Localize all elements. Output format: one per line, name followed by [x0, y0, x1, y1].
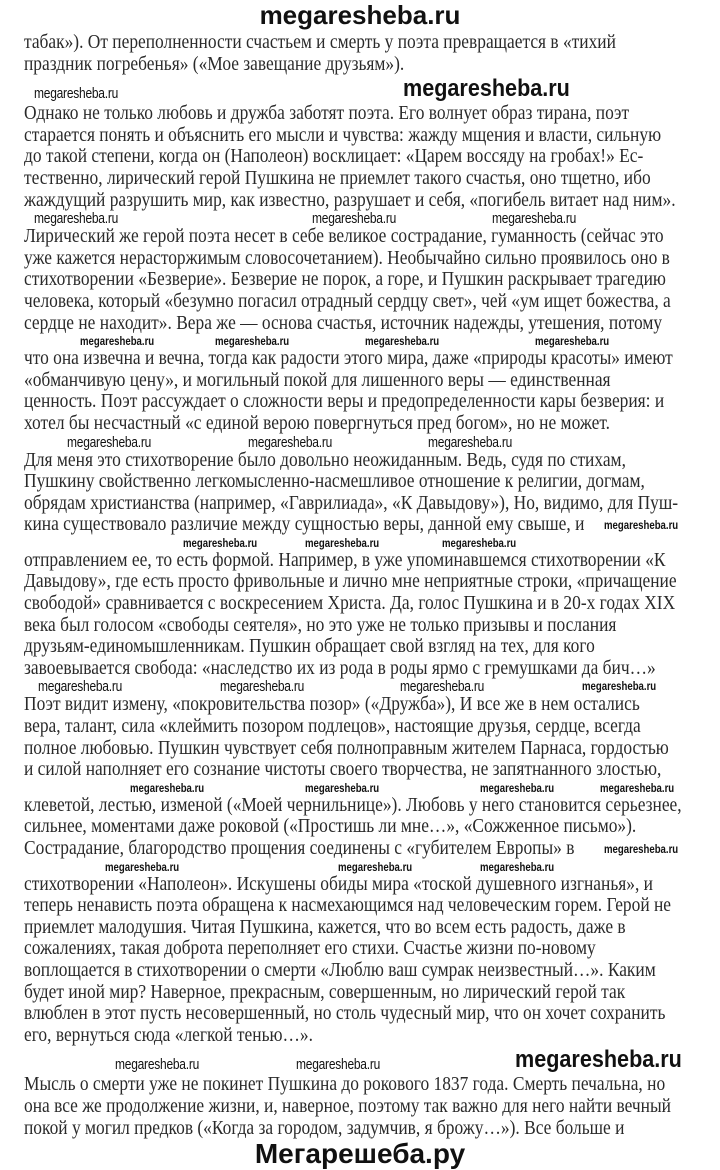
text-line — [0, 550, 720, 572]
text-line-text: Однако не только любовь и дружба заботят поэта. Его волнует образ тирана, поэт — [24, 102, 630, 125]
watermark: megaresheba.ru — [582, 679, 657, 694]
watermark: megaresheba.ru — [248, 433, 333, 451]
text-line — [0, 391, 720, 413]
watermark: megaresheba.ru — [604, 842, 679, 856]
text-line — [0, 32, 720, 54]
text-line — [0, 1074, 720, 1096]
text-line — [0, 738, 720, 760]
text-line-text: Для меня это стихотворение было довольно неожиданным. Ведь, судя по стихам, — [24, 448, 626, 471]
text-line-text: что она извечна и вечна, тогда как радости этого мира, даже «природы красоты» имеют — [24, 347, 673, 370]
text-line-text: Пушкину свойственно легкомысленно-насмешливое отношение к религии, догмам, — [24, 470, 645, 493]
text-line — [0, 54, 720, 76]
watermark: megaresheba.ru — [442, 535, 517, 550]
text-line-text: стихотворении «Наполеон». Искушены обиды мира «тоской душевного изгнанья», и — [24, 872, 653, 895]
text-line-text: влюблен в этот пусть несовершенный, но столь чудесный мир, что он хочет сохранить — [24, 1002, 666, 1025]
watermark: megaresheba.ru — [105, 859, 180, 874]
watermark: megaresheba.ru — [34, 210, 119, 228]
text-line — [0, 874, 720, 896]
watermark: megaresheba.ru — [480, 859, 555, 874]
text-line-text: приемлет малодушия. Читая Пушкина, кажется, что во всем есть радость, даже в — [24, 915, 626, 938]
text-line-text: обрядам христианства (например, «Гаврилиада», «К Давыдову»), Но, видимо, для Пуш- — [24, 491, 679, 514]
text-line — [0, 938, 720, 960]
watermark: megaresheba.ru — [130, 780, 205, 795]
text-line-text: сильнее, моментами даже роковой («Простишь ли мне…», «Сожженное письмо»). — [24, 815, 637, 838]
text-line — [0, 190, 720, 212]
text-line — [0, 636, 720, 658]
text-line-text: кина существовало различие между сущностью веры, данной ему свыше, и — [24, 513, 585, 536]
document-body — [0, 32, 720, 1139]
text-line-text: сожалениях, такая доброта переполняет его стихи. Счастье жизни по-новому — [24, 937, 596, 960]
watermark: megaresheba.ru — [535, 334, 610, 349]
watermark-row — [0, 334, 720, 348]
text-line — [0, 269, 720, 291]
text-line — [0, 493, 720, 515]
watermark: megaresheba.ru — [183, 535, 258, 550]
watermark: megaresheba.ru — [600, 780, 675, 795]
text-line — [0, 413, 720, 435]
watermark-row — [0, 860, 720, 874]
text-line — [0, 103, 720, 125]
text-line — [0, 1025, 720, 1047]
text-line-text: завоевывается свобода: «наследство их из рода в роды ярмо с гремушками да бич…» — [24, 656, 656, 679]
text-line — [0, 960, 720, 982]
text-line — [0, 168, 720, 190]
watermark: megaresheba.ru — [400, 678, 485, 696]
watermark: megaresheba.ru — [296, 1056, 381, 1074]
text-line-text: хотел бы несчастный «с единой верою повергнуться пред богом», но не может. — [24, 411, 611, 434]
text-line-text: ценность. Поэт рассуждает о сложности веры и предопределенности кары безверия: и — [24, 390, 665, 413]
watermark-row — [0, 435, 720, 450]
text-line-text: человека, который «безумно погасил отрадный сердцу свет», чей «ум ищет божества, а — [24, 289, 671, 312]
text-line-text: клеветой, лестью, изменой («Моей чернильнице»). Любовь у него становится серьезнее, — [24, 793, 682, 816]
text-line-text: свободой» сравнивается с воскресением Христа. Да, голос Пушкина и в 20-х годах XIX — [24, 592, 676, 615]
watermark-row — [0, 211, 720, 226]
text-line-text: и силой наполняет его сознание чистоты своего творчества, не запятнанного злостью, — [24, 758, 662, 781]
text-line — [0, 514, 720, 536]
text-line — [0, 1118, 720, 1140]
watermark: megaresheba.ru — [365, 334, 440, 349]
text-line-text: века был голосом «свободы сеятеля», но это уже не только призывы и послания — [24, 613, 617, 636]
text-line-text: его, вернуться сюда «легкой тенью…». — [24, 1023, 313, 1046]
text-line-text: «обманчивую цену», и могильный покой для лишенного веры — единственная — [24, 368, 611, 391]
text-line-text: воплощается в стихотворении о смерти «Люблю ваш сумрак неизвестный…». Каким — [24, 958, 656, 981]
text-line-text: полное любовью. Пушкин чувствует себя полноправным жителем Парнаса, гордостью — [24, 736, 669, 759]
watermark: megaresheba.ru — [220, 678, 305, 696]
text-line-text: она все же продолжение жизни, и, наверное, поэтому так важно для него найти вечный — [24, 1094, 671, 1117]
text-line — [0, 313, 720, 335]
text-line — [0, 816, 720, 838]
watermark: megaresheba.ru — [38, 678, 123, 696]
text-line-text: друзьям-единомышленникам. Пушкин обращает свой взгляд на тех, для кого — [24, 635, 595, 658]
watermark: megaresheba.ru — [492, 210, 577, 228]
text-line — [0, 917, 720, 939]
text-line — [0, 248, 720, 270]
text-line-text: жаждущий разрушить мир, как известно, разрушает и себя, «погибель витает над ним». — [24, 188, 676, 211]
text-line-text: тественно, лирический герой Пушкина не приемлет такого счастья, оно тщетно, ибо — [24, 166, 651, 189]
watermark-row — [0, 75, 720, 103]
watermark: megaresheba.ru — [403, 75, 570, 103]
text-line — [0, 348, 720, 370]
watermark-row — [0, 679, 720, 694]
watermark-row — [0, 536, 720, 550]
text-line-text: теперь ненависть поэта обращена к насмехающимся над человеческим горем. Герой не — [24, 894, 672, 917]
text-line — [0, 571, 720, 593]
text-line — [0, 1096, 720, 1118]
text-line — [0, 895, 720, 917]
text-line-text: Давыдову», где есть просто фривольные и лично мне неприятные строки, «причащение — [24, 570, 677, 593]
watermark: megaresheba.ru — [428, 433, 513, 451]
text-line — [0, 759, 720, 781]
watermark: megaresheba.ru — [80, 334, 155, 349]
text-line-text: покой у могил предков («Когда за городом, задумчив, я брожу…»). Все больше и — [24, 1116, 625, 1139]
text-line — [0, 593, 720, 615]
text-line — [0, 146, 720, 168]
watermark: megaresheba.ru — [480, 780, 555, 795]
text-line-text: праздник погребенья» («Мое завещание друзьям»). — [24, 52, 405, 75]
text-line-text: до такой степени, когда он (Наполеон) восклицает: «Царем воссяду на гробах!» Ес- — [24, 145, 644, 168]
text-line — [0, 226, 720, 248]
site-footer-watermark: Мегарешеба.ру — [254, 1138, 466, 1169]
text-line — [0, 658, 720, 680]
watermark: megaresheba.ru — [515, 1046, 682, 1074]
text-line — [0, 370, 720, 392]
text-line-text: сердце не находит». Вера же — основа счастья, источник надежды, утешения, потому — [24, 311, 663, 334]
text-line — [0, 450, 720, 472]
watermark-row — [0, 1046, 720, 1074]
text-line-text: табак»). От переполненности счастьем и смерть у поэта превращается в «тихий — [24, 31, 616, 53]
watermark: megaresheba.ru — [338, 859, 413, 874]
text-line — [0, 471, 720, 493]
text-line-text: старается понять и объяснить его мысли и чувства: жажду мщения и власти, сильную — [24, 123, 662, 146]
text-line-text: отправлением ее, то есть формой. Например, в уже упоминавшемся стихотворении «К — [24, 548, 666, 571]
text-line — [0, 694, 720, 716]
watermark: megaresheba.ru — [604, 518, 679, 533]
text-line-text: уже кажется нерасторжимым словосочетанием). Необычайно сильно проявилось оно в — [24, 246, 670, 269]
text-line — [0, 291, 720, 313]
text-line — [0, 125, 720, 147]
watermark: megaresheba.ru — [312, 210, 397, 228]
text-line-text: Сострадание, благородство прощения соединены с «губителем Европы» в — [24, 837, 575, 859]
text-line-text: Лирический же герой поэта несет в себе великое сострадание, гуманность (сейчас это — [24, 225, 664, 248]
watermark: megaresheba.ru — [115, 1056, 200, 1074]
site-header-watermark: megaresheba.ru — [259, 0, 461, 30]
watermark: megaresheba.ru — [34, 85, 119, 103]
watermark: megaresheba.ru — [215, 334, 290, 349]
text-line — [0, 615, 720, 637]
text-line — [0, 838, 720, 860]
text-line-text: вера, талант, сила «клеймить позором подлецов», настоящие друзья, сердце, всегда — [24, 715, 641, 738]
text-line-text: Поэт видит измену, «покровительства позор» («Дружба»), И все же в нем остались — [24, 693, 640, 716]
text-line — [0, 982, 720, 1004]
text-line-text: будет иной мир? Наверное, прекрасным, совершенным, но лирический герой так — [24, 980, 626, 1003]
text-line — [0, 795, 720, 817]
text-line-text: стихотворении «Безверие». Безверие не порок, а горе, и Пушкин раскрывает трагедию — [24, 268, 666, 291]
watermark: megaresheba.ru — [305, 535, 380, 550]
text-line — [0, 716, 720, 738]
watermark: megaresheba.ru — [305, 780, 380, 795]
text-line — [0, 1003, 720, 1025]
watermark: megaresheba.ru — [67, 433, 152, 451]
text-line-text: Мысль о смерти уже не покинет Пушкина до рокового 1837 года. Смерть печальна, но — [24, 1073, 666, 1096]
watermark-row — [0, 781, 720, 795]
